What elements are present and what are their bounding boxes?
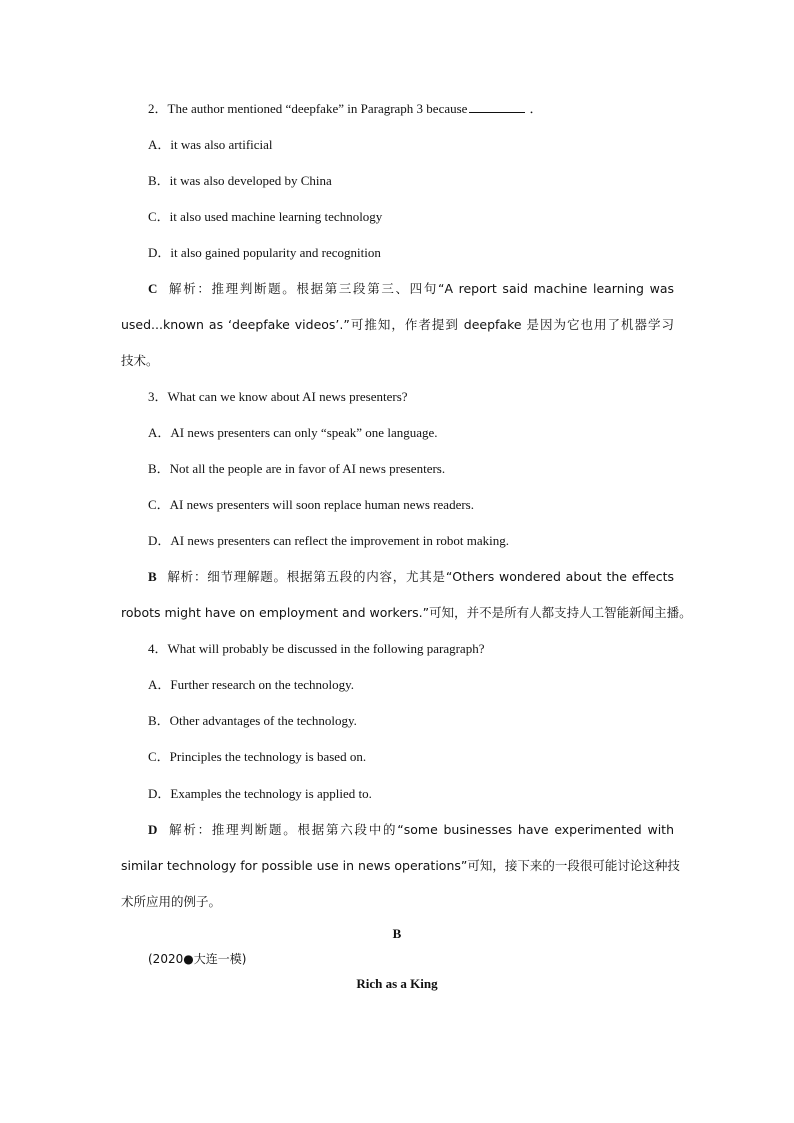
section-letter: B — [392, 926, 402, 941]
q4-explanation-line-1: D 解析：推理判断题。根据第六段中的“some businesses have experimented with — [148, 822, 674, 837]
q2-explanation-line-1: C 解析：推理判断题。根据第三段第三、四句“A report said machine learning was — [148, 281, 674, 296]
q4-explanation-line-3: 术所应用的例子。 — [121, 894, 222, 909]
answer-blank — [469, 100, 525, 113]
q3-option-b: B．Not all the people are in favor of AI news presenters. — [148, 461, 446, 476]
q2-option-d: D．it also gained popularity and recognition — [148, 245, 381, 260]
q4-answer: D — [148, 822, 158, 837]
q3-option-a: A．AI news presenters can only “speak” one language. — [148, 425, 438, 440]
q2-option-a: A．it was also artificial — [148, 137, 273, 152]
q2-explanation-line-3: 技术。 — [121, 353, 159, 368]
q3-option-c: C．AI news presenters will soon replace human news readers. — [148, 497, 474, 512]
question-4-stem: 4．What will probably be discussed in the following paragraph? — [148, 641, 485, 656]
source-note: (2020●大连一模) — [148, 952, 247, 966]
passage-title: Rich as a King — [356, 976, 438, 991]
q3-explanation-line-2: robots might have on employment and workers.”可知，并不是所有人都支持人工智能新闻主播。 — [121, 605, 692, 620]
q4-option-c: C．Principles the technology is based on. — [148, 749, 367, 764]
q2-explanation-line-2: used...known as ‘deepfake videos’.”可推知，作者提到 deepfake 是因为它也用了机器学习 — [121, 317, 674, 332]
question-3-stem: 3．What can we know about AI news presenters? — [148, 389, 408, 404]
q4-option-d: D．Examples the technology is applied to. — [148, 786, 372, 801]
q2-answer: C — [148, 281, 158, 296]
q2-option-c: C．it also used machine learning technology — [148, 209, 383, 224]
question-2-stem: 2．The author mentioned “deepfake” in Paragraph 3 because ． — [148, 101, 543, 116]
q3-answer: B — [148, 569, 157, 584]
q3-option-d: D．AI news presenters can reflect the improvement in robot making. — [148, 533, 509, 548]
q3-explanation-line-1: B 解析：细节理解题。根据第五段的内容，尤其是“Others wondered about the effects — [148, 569, 674, 584]
q2-option-b: B．it was also developed by China — [148, 173, 332, 188]
q4-option-b: B．Other advantages of the technology. — [148, 713, 357, 728]
q4-option-a: A．Further research on the technology. — [148, 677, 355, 692]
q4-explanation-line-2: similar technology for possible use in news operations”可知，接下来的一段很可能讨论这种技 — [121, 858, 680, 873]
